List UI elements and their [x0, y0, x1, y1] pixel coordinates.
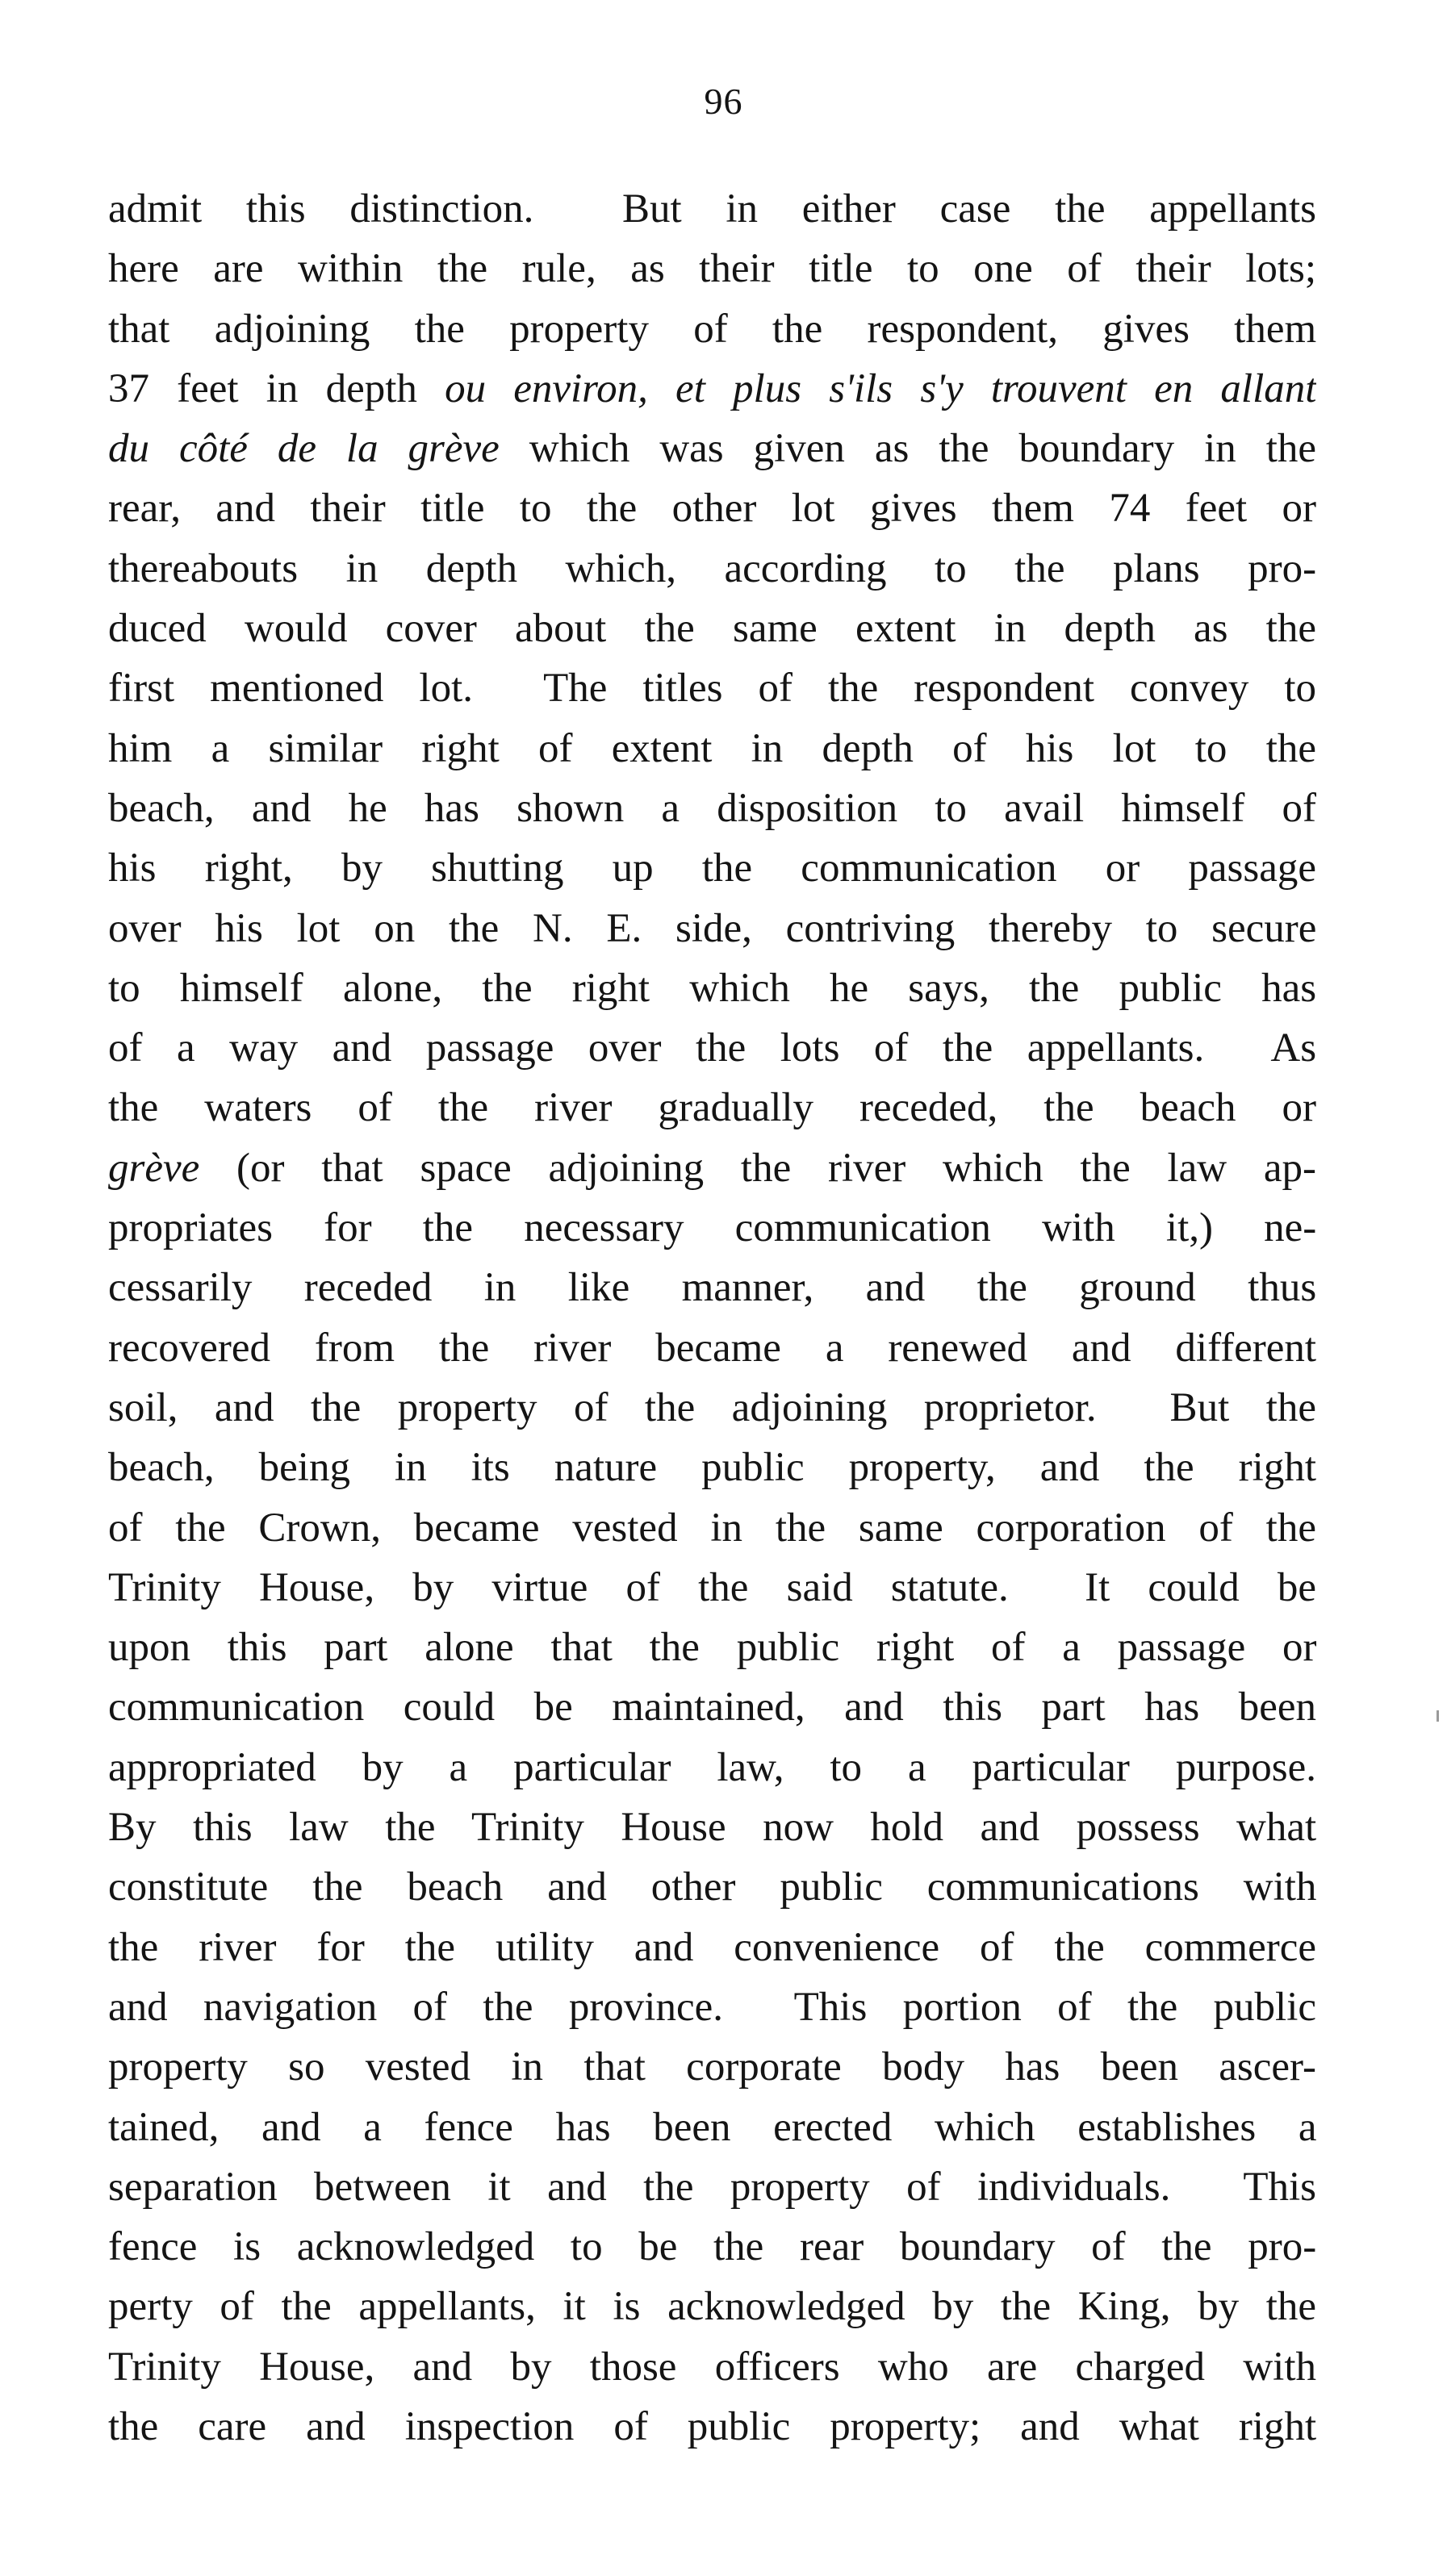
text-segment: him a similar right of extent in depth of his lot to the: [108, 725, 1316, 771]
italic-text: du côté de la grève: [108, 426, 500, 472]
text-line: [108, 179, 1316, 239]
text-segment: and navigation of the province. This portion of the public: [108, 1984, 1316, 2030]
text-line: [108, 599, 1316, 658]
text-line: [108, 239, 1316, 299]
text-segment: which was given as the boundary in the: [499, 426, 1316, 472]
text-line: [108, 1378, 1316, 1438]
italic-text: ou environ, et plus s'ils s'y trouvent en allant: [445, 365, 1316, 411]
text-segment: cessarily receded in like manner, and the ground thus: [108, 1265, 1316, 1311]
text-segment: first mentioned lot. The titles of the respondent convey to: [108, 666, 1316, 712]
text-segment: beach, and he has shown a disposition to avail himself of: [108, 785, 1316, 831]
text-line: [108, 2037, 1316, 2097]
text-line: [108, 478, 1316, 538]
text-line: [108, 299, 1316, 359]
text-line: [108, 1857, 1316, 1917]
text-segment: fence is acknowledged to be the rear boundary of the pro-: [108, 2224, 1316, 2270]
text-line: [108, 1618, 1316, 1677]
text-line: [108, 2217, 1316, 2277]
text-segment: tained, and a fence has been erected which establishes a: [108, 2104, 1316, 2150]
text-segment: property so vested in that corporate body has been ascer-: [108, 2044, 1316, 2090]
text-line: [108, 1258, 1316, 1317]
text-line: [108, 2337, 1316, 2397]
text-line: [108, 779, 1316, 838]
text-line: [108, 419, 1316, 478]
text-line: [108, 539, 1316, 599]
text-segment: soil, and the property of the adjoining proprietor. But the: [108, 1384, 1316, 1430]
text-segment: duced would cover about the same extent in depth as the: [108, 606, 1316, 652]
text-segment: propriates for the necessary communication with it,) ne-: [108, 1205, 1316, 1251]
italic-text: grève: [108, 1145, 200, 1191]
text-line: [108, 2277, 1316, 2336]
text-segment: that adjoining the property of the respondent, gives them: [108, 306, 1316, 352]
text-line: [108, 719, 1316, 779]
text-segment: upon this part alone that the public right of a passage or: [108, 1625, 1316, 1671]
text-segment: of a way and passage over the lots of the appellants. As: [108, 1025, 1316, 1071]
text-line: [108, 1198, 1316, 1258]
text-segment: over his lot on the N. E. side, contriving thereby to secure: [108, 905, 1316, 951]
text-segment: admit this distinction. But in either case the appellants: [108, 186, 1316, 232]
text-segment: constitute the beach and other public communications with: [108, 1864, 1316, 1910]
text-line: [108, 1318, 1316, 1378]
text-segment: beach, being in its nature public property, and the right: [108, 1445, 1316, 1491]
text-segment: recovered from the river became a renewed and different: [108, 1325, 1316, 1371]
text-segment: the waters of the river gradually receded, the beach or: [108, 1085, 1316, 1131]
text-line: [108, 1558, 1316, 1618]
text-line: [108, 1078, 1316, 1138]
text-segment: separation between it and the property of individuals. This: [108, 2164, 1316, 2210]
text-line: [108, 1498, 1316, 1558]
body-text: [108, 179, 1316, 2457]
text-line: [108, 1438, 1316, 1497]
text-segment: the care and inspection of public property; and what right: [108, 2403, 1316, 2449]
text-line: [108, 658, 1316, 718]
text-segment: here are within the rule, as their title to one of their lots;: [108, 246, 1316, 292]
text-line: [108, 1138, 1316, 1198]
text-line: [108, 1797, 1316, 1857]
text-segment: the river for the utility and convenience of the commerce: [108, 1924, 1316, 1970]
text-line: [108, 2098, 1316, 2157]
text-segment: Trinity House, and by those officers who are charged with: [108, 2344, 1316, 2390]
text-segment: thereabouts in depth which, according to the plans pro-: [108, 545, 1316, 591]
text-segment: rear, and their title to the other lot gives them 74 feet or: [108, 486, 1316, 532]
text-line: [108, 1918, 1316, 1977]
page-number: 96: [704, 81, 743, 122]
text-segment: of the Crown, became vested in the same corporation of the: [108, 1505, 1316, 1551]
text-segment: (or that space adjoining the river which the law ap-: [199, 1145, 1316, 1191]
text-line: [108, 2397, 1316, 2457]
margin-mark: [1437, 1710, 1439, 1722]
text-segment: Trinity House, by virtue of the said statute. It could be: [108, 1564, 1316, 1610]
text-line: [108, 958, 1316, 1018]
text-line: [108, 838, 1316, 898]
text-line: [108, 1018, 1316, 1078]
text-line: [108, 1738, 1316, 1797]
text-line: [108, 1677, 1316, 1737]
text-segment: 37 feet in depth: [108, 365, 445, 411]
text-line: [108, 1977, 1316, 2037]
text-segment: his right, by shutting up the communication or passage: [108, 845, 1316, 891]
text-segment: perty of the appellants, it is acknowledged by the King, by the: [108, 2284, 1316, 2330]
text-segment: communication could be maintained, and this part has been: [108, 1685, 1316, 1731]
text-line: [108, 899, 1316, 958]
text-line: [108, 359, 1316, 419]
text-segment: By this law the Trinity House now hold and possess what: [108, 1805, 1316, 1851]
text-line: [108, 2157, 1316, 2217]
text-segment: to himself alone, the right which he says, the public has: [108, 965, 1316, 1011]
text-segment: appropriated by a particular law, to a particular purpose.: [108, 1744, 1316, 1790]
